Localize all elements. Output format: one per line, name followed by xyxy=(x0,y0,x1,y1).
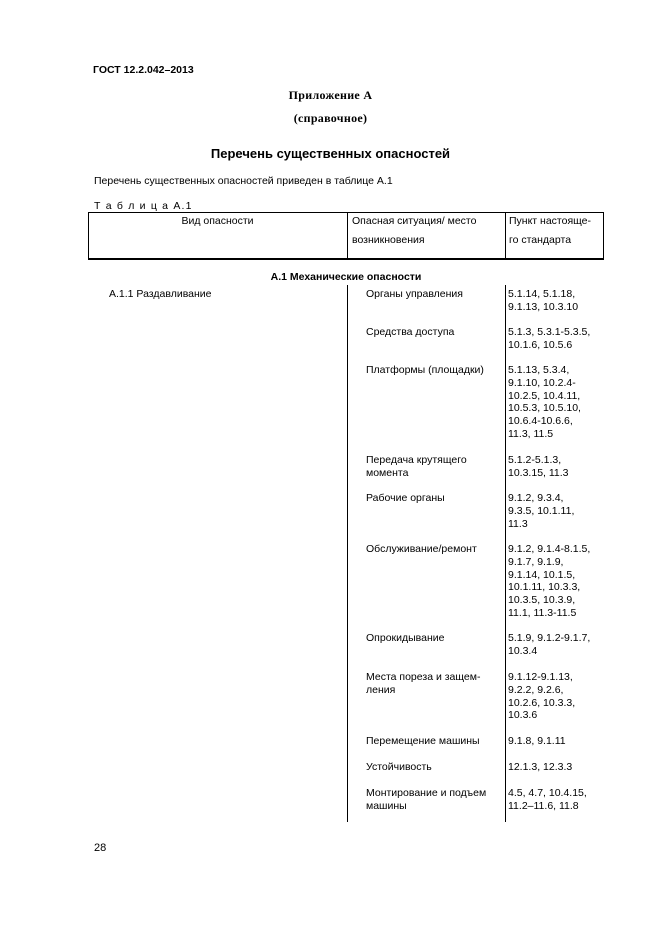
situation-line: Опрокидывание xyxy=(366,632,445,644)
section-title: А.1 Механические опасности xyxy=(270,271,422,283)
reference-line: 9.2.2, 9.2.6, xyxy=(508,683,564,696)
clause-reference xyxy=(508,761,604,774)
situation-line: Платформы (площадки) xyxy=(366,364,484,376)
clause-reference xyxy=(508,787,604,813)
hazard-situation xyxy=(350,364,500,377)
page-number: 28 xyxy=(94,842,107,854)
reference-line: 10.2.6, 10.3.3, xyxy=(508,696,576,709)
clause-reference xyxy=(508,364,604,441)
reference-line: 11.3, 11.5 xyxy=(508,427,554,440)
clause-reference xyxy=(508,543,604,620)
clause-reference xyxy=(508,288,604,314)
column-divider-1-body xyxy=(347,285,348,822)
hazard-situation xyxy=(350,454,500,480)
clause-reference xyxy=(508,492,604,530)
hazard-situation xyxy=(350,492,500,505)
reference-line: 9.1.2, 9.1.4-8.1.5, xyxy=(508,543,591,555)
situation-line: момента xyxy=(366,466,409,479)
reference-line: 10.1.6, 10.5.6 xyxy=(508,338,573,351)
situation-line: Устойчивость xyxy=(366,761,432,773)
column-divider-2 xyxy=(505,212,506,260)
clause-reference xyxy=(508,735,604,748)
situation-line: Передача крутящего xyxy=(366,454,467,466)
hazard-situation xyxy=(350,787,500,813)
situation-line: Рабочие органы xyxy=(366,492,445,504)
reference-line: 5.1.2-5.1.3, xyxy=(508,454,562,466)
situation-line: Обслуживание/ремонт xyxy=(366,543,477,555)
table-header-border xyxy=(88,258,604,260)
situation-line: Перемещение машины xyxy=(366,735,480,747)
appendix-subtitle: (справочное) xyxy=(293,111,368,125)
list-title: Перечень существенных опасностей xyxy=(210,146,451,161)
column-divider-1 xyxy=(347,212,348,260)
reference-line: 10.3.6 xyxy=(508,709,538,722)
clause-reference xyxy=(508,454,604,480)
header-clause: Пункт настояще- го стандарта xyxy=(509,215,591,246)
document-code: ГОСТ 12.2.042–2013 xyxy=(93,64,194,76)
situation-line: машины xyxy=(366,799,407,812)
table-right-border xyxy=(603,212,604,260)
reference-line: 10.3.5, 10.3.9, xyxy=(508,594,576,607)
intro-text: Перечень существенных опасностей приведен в таблице А.1 xyxy=(94,175,393,187)
reference-line: 9.1.12-9.1.13, xyxy=(508,671,573,683)
hazard-category: А.1.1 Раздавливание xyxy=(109,288,212,300)
reference-line: 11.2–11.6, 11.8 xyxy=(508,799,579,812)
header-hazard-type: Вид опасности xyxy=(181,215,254,227)
reference-line: 9.1.14, 10.1.5, xyxy=(508,568,576,581)
reference-line: 9.1.10, 10.2.4- xyxy=(508,376,576,389)
column-divider-2-body xyxy=(505,285,506,822)
header-situation: Опасная ситуация/ место возникновения xyxy=(352,215,477,246)
reference-line: 9.3.5, 10.1.11, xyxy=(508,504,575,517)
reference-line: 4.5, 4.7, 10.4.15, xyxy=(508,787,587,799)
appendix-title: Приложение А xyxy=(288,88,373,102)
reference-line: 5.1.3, 5.3.1-5.3.5, xyxy=(508,326,591,338)
reference-line: 12.1.3, 12.3.3 xyxy=(508,761,573,773)
hazard-situation xyxy=(350,735,500,748)
reference-line: 11.3 xyxy=(508,517,528,530)
table-label: Т а б л и ц а А.1 xyxy=(94,200,193,212)
clause-reference xyxy=(508,326,604,352)
reference-line: 5.1.14, 5.1.18, xyxy=(508,288,576,300)
hazards-table xyxy=(88,212,604,822)
reference-line: 9.1.7, 9.1.9, xyxy=(508,555,564,568)
reference-line: 10.1.11, 10.3.3, xyxy=(508,581,581,594)
reference-line: 10.2.5, 10.4.11, xyxy=(508,389,581,402)
reference-line: 10.3.15, 11.3 xyxy=(508,466,569,479)
clause-reference xyxy=(508,632,604,658)
hazard-situation xyxy=(350,632,500,645)
situation-line: Органы управления xyxy=(366,288,463,300)
hazard-situation xyxy=(350,326,500,339)
hazard-situation xyxy=(350,543,500,556)
reference-line: 9.1.13, 10.3.10 xyxy=(508,300,579,313)
reference-line: 5.1.13, 5.3.4, xyxy=(508,364,570,376)
situation-line: Места пореза и защем- xyxy=(366,671,481,683)
reference-line: 10.5.3, 10.5.10, xyxy=(508,402,581,415)
situation-line: ления xyxy=(366,683,396,696)
reference-line: 10.6.4-10.6.6, xyxy=(508,415,573,428)
reference-line: 9.1.8, 9.1.11 xyxy=(508,735,566,747)
clause-reference xyxy=(508,671,604,722)
reference-line: 9.1.2, 9.3.4, xyxy=(508,492,564,504)
hazard-situation xyxy=(350,761,500,774)
situation-line: Монтирование и подъем xyxy=(366,787,487,799)
reference-line: 11.1, 11.3-11.5 xyxy=(508,606,577,619)
situation-line: Средства доступа xyxy=(366,326,455,338)
hazard-situation xyxy=(350,671,500,697)
reference-line: 5.1.9, 9.1.2-9.1.7, xyxy=(508,632,591,644)
reference-line: 10.3.4 xyxy=(508,644,538,657)
hazard-situation xyxy=(350,288,500,301)
